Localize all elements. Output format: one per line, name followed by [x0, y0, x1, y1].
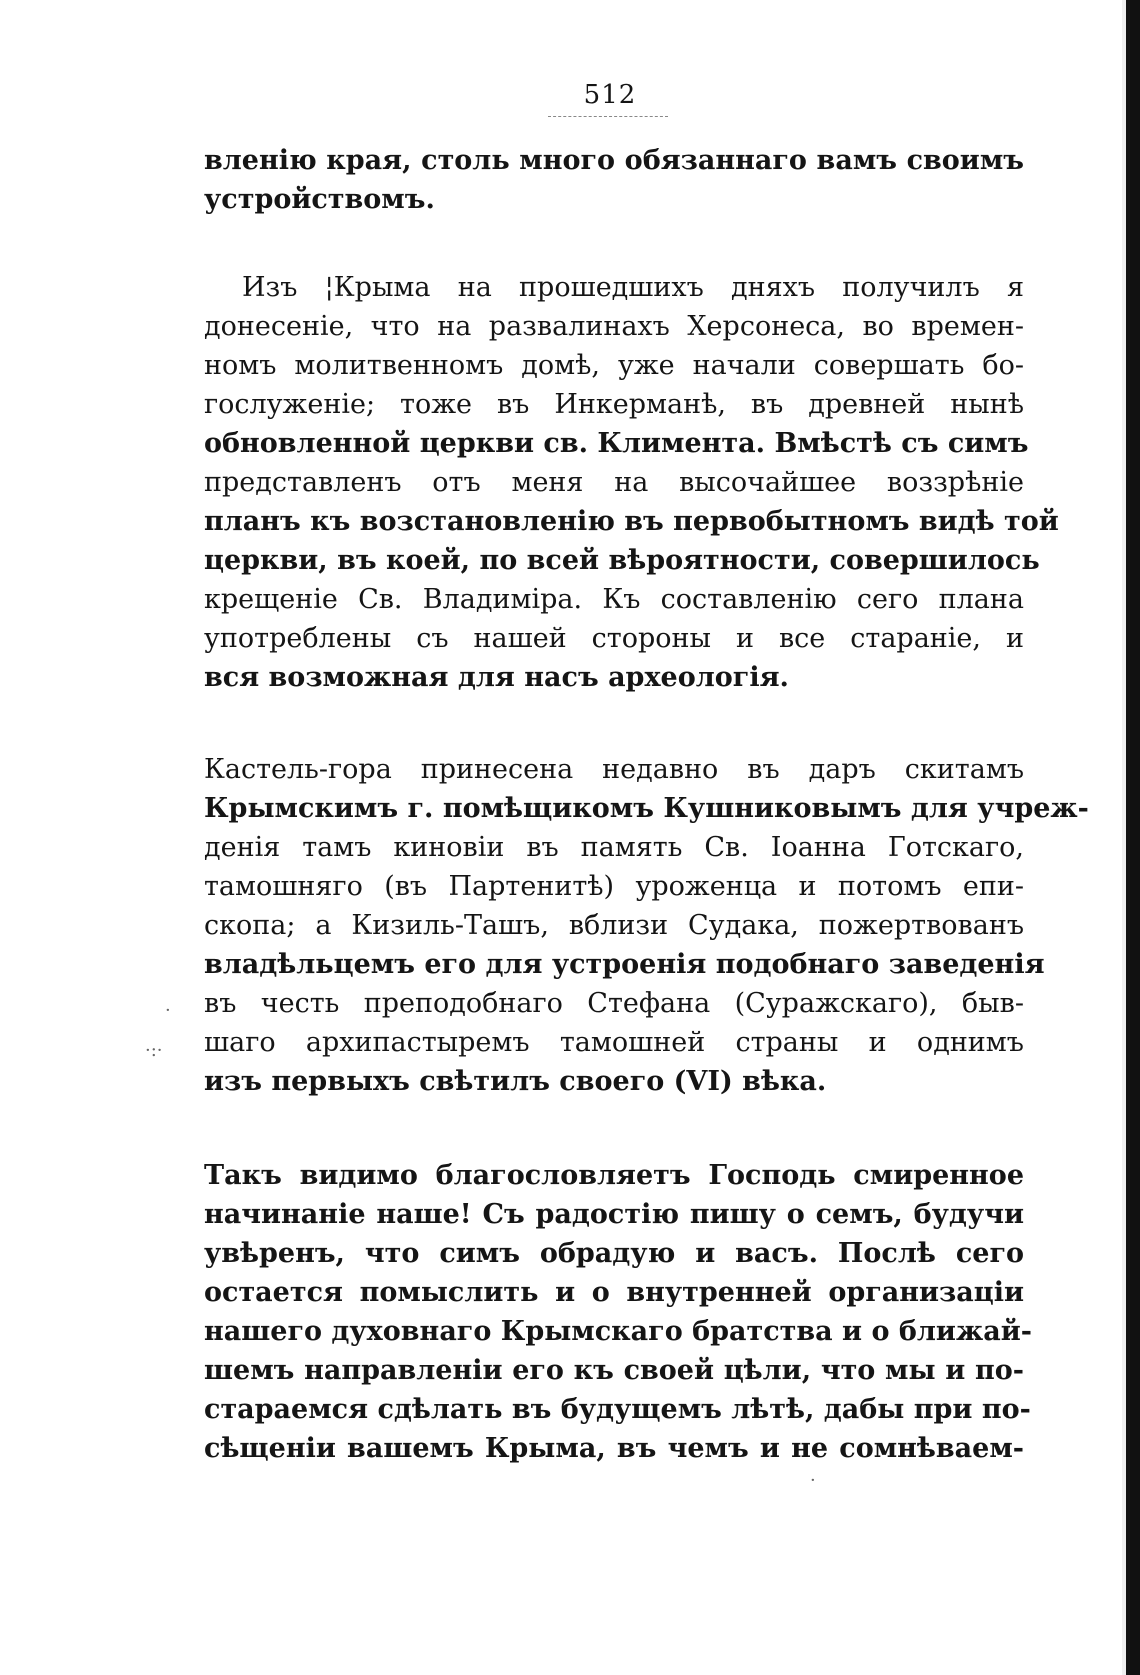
text-line: скопа; а Кизиль-Ташъ, вблизи Судака, пожертвованъ [204, 910, 1024, 941]
text-line: донесеніе, что на развалинахъ Херсонеса, во времен- [204, 311, 1024, 342]
text-line: планъ къ возстановленію въ первобытномъ видѣ той [204, 506, 1059, 537]
text-line: гослуженіе; тоже въ Инкерманѣ, въ древней нынѣ [204, 389, 1024, 420]
text-line: владѣльцемъ его для устроенія подобнаго заведенія [204, 949, 1045, 980]
text-line: Такъ видимо благословляетъ Господь смиренное [204, 1160, 1024, 1191]
margin-speck: ·:· [145, 1040, 163, 1061]
text-line: сѣщеніи вашемъ Крыма, въ чемъ и не сомнѣваем- [204, 1433, 1024, 1464]
page-number: 512 [583, 80, 637, 110]
paragraph-1 [204, 141, 1024, 219]
margin-speck: · [165, 1000, 171, 1021]
text-line: денія тамъ киновіи въ память Св. Іоанна Готскаго, [204, 832, 1024, 863]
page-number-rule [548, 116, 668, 117]
text-line: Изъ ¦Крыма на прошедшихъ дняхъ получилъ я [242, 272, 1024, 303]
text-line: номъ молитвенномъ домѣ, уже начали совершать бо- [204, 350, 1024, 381]
paragraph-4 [204, 1156, 1032, 1468]
text-line: вленію края, столь много обязаннаго вамъ своимъ [204, 145, 1024, 176]
text-line: представленъ отъ меня на высочайшее воззрѣніе [204, 467, 1024, 498]
text-line: нашего духовнаго Крымскаго братства и о ближай- [204, 1316, 1032, 1347]
book-spine-edge [1126, 0, 1140, 1675]
text-line: въ честь преподобнаго Стефана (Суражскаго), быв- [204, 988, 1024, 1019]
text-line: обновленной церкви св. Климента. Вмѣстѣ съ симъ [204, 428, 1029, 459]
text-line: стараемся сдѣлать въ будущемъ лѣтѣ, дабы при по- [204, 1394, 1031, 1425]
text-line: остается помыслить и о внутренней организаціи [204, 1277, 1024, 1308]
text-line: употреблены съ нашей стороны и все стараніе, и [204, 623, 1024, 654]
text-line: крещеніе Св. Владиміра. Къ составленію сего плана [204, 584, 1024, 615]
text-line: шемъ направленіи его къ своей цѣли, что мы и по- [204, 1355, 1024, 1386]
text-line: изъ первыхъ свѣтилъ своего (VI) вѣка. [204, 1066, 827, 1097]
text-line: устройствомъ. [204, 184, 435, 215]
text-line: Кастель-гора принесена недавно въ даръ скитамъ [204, 754, 1024, 785]
text-line: Крымскимъ г. помѣщикомъ Кушниковымъ для учреж- [204, 793, 1089, 824]
text-line: начинаніе наше! Съ радостію пишу о семъ, будучи [204, 1199, 1024, 1230]
paragraph-2 [204, 268, 1059, 697]
text-line: шаго архипастыремъ тамошней страны и однимъ [204, 1027, 1024, 1058]
text-line: церкви, въ коей, по всей вѣроятности, совершилось [204, 545, 1040, 576]
text-line: тамошняго (въ Партенитѣ) уроженца и потомъ епи- [204, 871, 1024, 902]
margin-speck: · [810, 1470, 816, 1491]
text-line: вся возможная для насъ археологія. [204, 662, 789, 693]
text-line: увѣренъ, что симъ обрадую и васъ. Послѣ сего [204, 1238, 1024, 1269]
paragraph-3 [204, 750, 1089, 1101]
